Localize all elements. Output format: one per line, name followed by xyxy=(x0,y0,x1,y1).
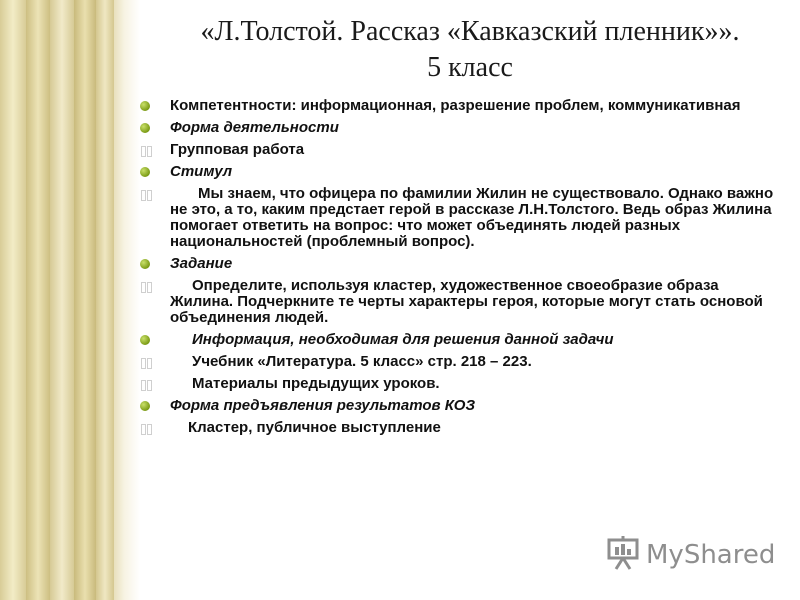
sub-item-cluster xyxy=(138,420,778,436)
item-text: Стимул xyxy=(170,163,233,180)
item-text: Информация, необходимая для решения данной задачи xyxy=(192,331,614,348)
placeholder-glyph-icon xyxy=(141,190,146,201)
sub-item-group-work xyxy=(138,142,778,158)
title-line-2: 5 класс xyxy=(427,52,513,83)
bullet-item-task xyxy=(138,256,778,272)
bullet-item-stimulus xyxy=(138,164,778,180)
item-text: Учебник «Литература. 5 класс» стр. 218 – 223. xyxy=(192,353,532,370)
bullet-icon xyxy=(140,401,150,411)
stripe xyxy=(50,0,74,600)
item-text: Групповая работа xyxy=(170,141,305,158)
bullet-icon xyxy=(140,167,150,177)
bullet-icon xyxy=(140,335,150,345)
bullet-icon xyxy=(140,101,150,111)
placeholder-glyph-icon xyxy=(141,282,146,293)
placeholder-glyph-icon xyxy=(141,380,146,391)
myshared-logo[interactable] xyxy=(606,536,776,572)
stripe xyxy=(74,0,96,600)
bullet-icon xyxy=(140,123,150,133)
item-text: Мы знаем, что офицера по фамилии Жилин не существовало. Однако важно не это, а то, каким предстает герой в рассказе Л.Н.Толстого. Ведь образ Жилина помогает ответить на вопрос: что может объединять людей разных национальностей (проблемный вопрос). xyxy=(170,185,774,250)
item-text: Компетентности: информационная, разрешение проблем, коммуникативная xyxy=(170,97,741,114)
slide-content xyxy=(138,98,778,442)
slide-title xyxy=(140,14,800,86)
sub-item-stimulus-text xyxy=(138,186,778,250)
item-text: Кластер, публичное выступление xyxy=(188,419,441,436)
placeholder-glyph-icon xyxy=(147,146,152,157)
item-text: Материалы предыдущих уроков. xyxy=(192,375,440,392)
item-text: Форма деятельности xyxy=(170,119,339,136)
sub-item-textbook xyxy=(138,354,778,370)
title-line-1: «Л.Толстой. Рассказ «Кавказский пленник»». xyxy=(200,16,740,47)
bullet-item-information xyxy=(138,332,778,348)
sub-item-task-text xyxy=(138,278,778,326)
placeholder-glyph-icon xyxy=(147,424,152,435)
stripe xyxy=(26,0,50,600)
stripe xyxy=(96,0,114,600)
presentation-board-icon xyxy=(606,536,642,570)
logo-text: MyShared xyxy=(646,540,776,570)
placeholder-glyph-icon xyxy=(147,190,152,201)
item-text: Определите, используя кластер, художественное своеобразие образа Жилина. Подчеркните те черты характеры героя, которые могут стать основой объединения людей. xyxy=(170,277,763,326)
sub-item-materials xyxy=(138,376,778,392)
bullet-icon xyxy=(140,259,150,269)
placeholder-glyph-icon xyxy=(141,146,146,157)
item-text: Задание xyxy=(170,255,233,272)
decorative-stripes xyxy=(0,0,140,600)
placeholder-glyph-icon xyxy=(141,358,146,369)
bullet-item-competencies xyxy=(138,98,778,114)
stripe xyxy=(0,0,26,600)
placeholder-glyph-icon xyxy=(147,380,152,391)
bullet-item-results-form xyxy=(138,398,778,414)
item-text: Форма предъявления результатов КОЗ xyxy=(170,397,476,414)
placeholder-glyph-icon xyxy=(147,282,152,293)
stripe xyxy=(114,0,140,600)
bullet-item-activity-form xyxy=(138,120,778,136)
placeholder-glyph-icon xyxy=(147,358,152,369)
placeholder-glyph-icon xyxy=(141,424,146,435)
